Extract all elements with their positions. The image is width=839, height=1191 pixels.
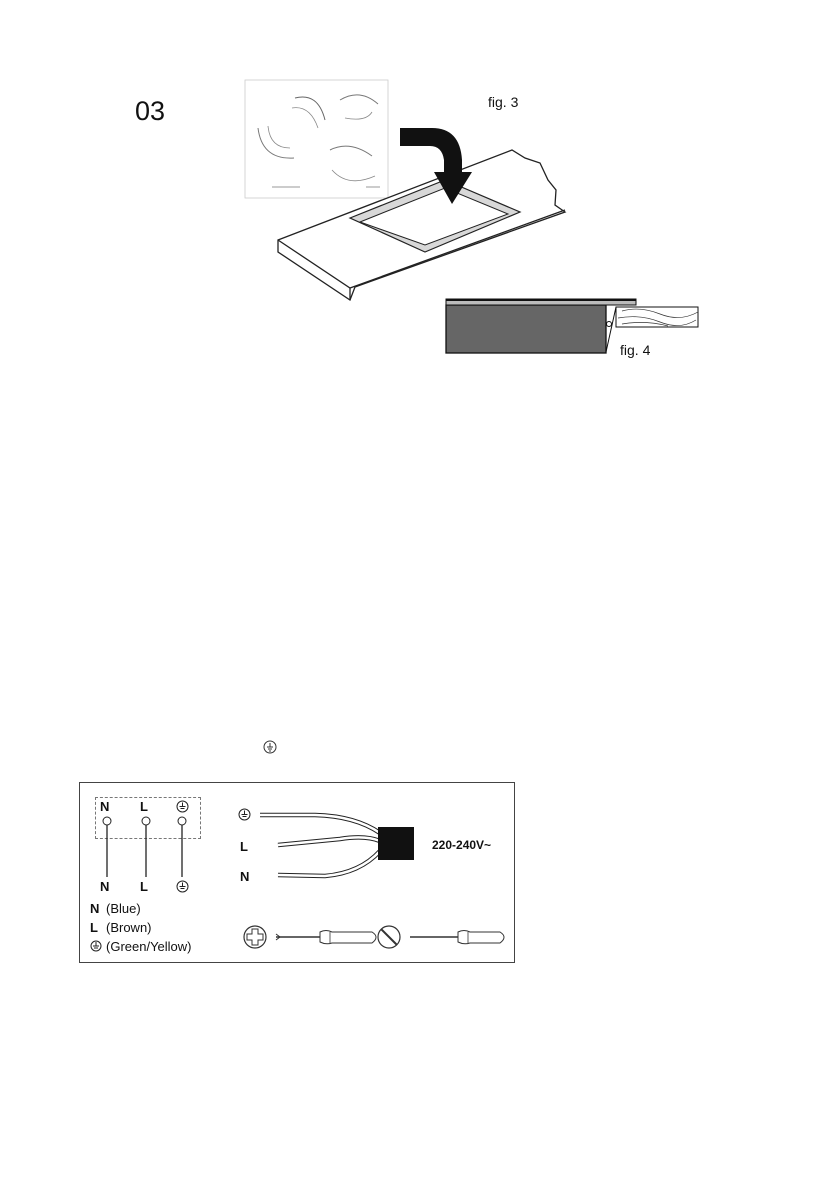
slotted-screw-icon xyxy=(378,926,400,948)
cooktop-image xyxy=(245,80,388,198)
bottom-label-n: N xyxy=(100,879,110,894)
legend-symbol-l: L xyxy=(90,920,98,935)
fig3-label: fig. 3 xyxy=(488,94,519,110)
wiring-diagram xyxy=(79,782,515,963)
page-number: 03 xyxy=(135,96,166,126)
earth-icon xyxy=(238,808,251,821)
cable-label-n: N xyxy=(240,869,250,884)
voltage-label: 220-240V~ xyxy=(432,838,492,852)
terminal-label-n: N xyxy=(100,799,110,814)
bottom-label-l: L xyxy=(140,879,148,894)
legend-symbol-n: N xyxy=(90,901,100,916)
phillips-screw-icon xyxy=(244,926,266,948)
earth-icon xyxy=(263,740,277,754)
screwdriver-icon xyxy=(276,931,376,944)
legend-brown xyxy=(90,920,152,935)
wiring-lines xyxy=(80,783,516,964)
cross-section-detail xyxy=(446,299,698,353)
legend-blue xyxy=(90,901,141,916)
earth-icon xyxy=(90,940,102,952)
legend-text-blue: (Blue) xyxy=(106,901,141,916)
legend-text-green-yellow: (Green/Yellow) xyxy=(106,939,192,954)
screwdriver-icon xyxy=(410,931,504,944)
legend-green-yellow xyxy=(90,939,192,954)
cable-sheath xyxy=(378,827,414,860)
cable-label-l: L xyxy=(240,839,248,854)
installation-illustration xyxy=(0,0,839,400)
earth-icon xyxy=(176,880,189,893)
fig4-label: fig. 4 xyxy=(620,342,651,358)
legend-text-brown: (Brown) xyxy=(106,920,152,935)
terminal-label-l: L xyxy=(140,799,148,814)
